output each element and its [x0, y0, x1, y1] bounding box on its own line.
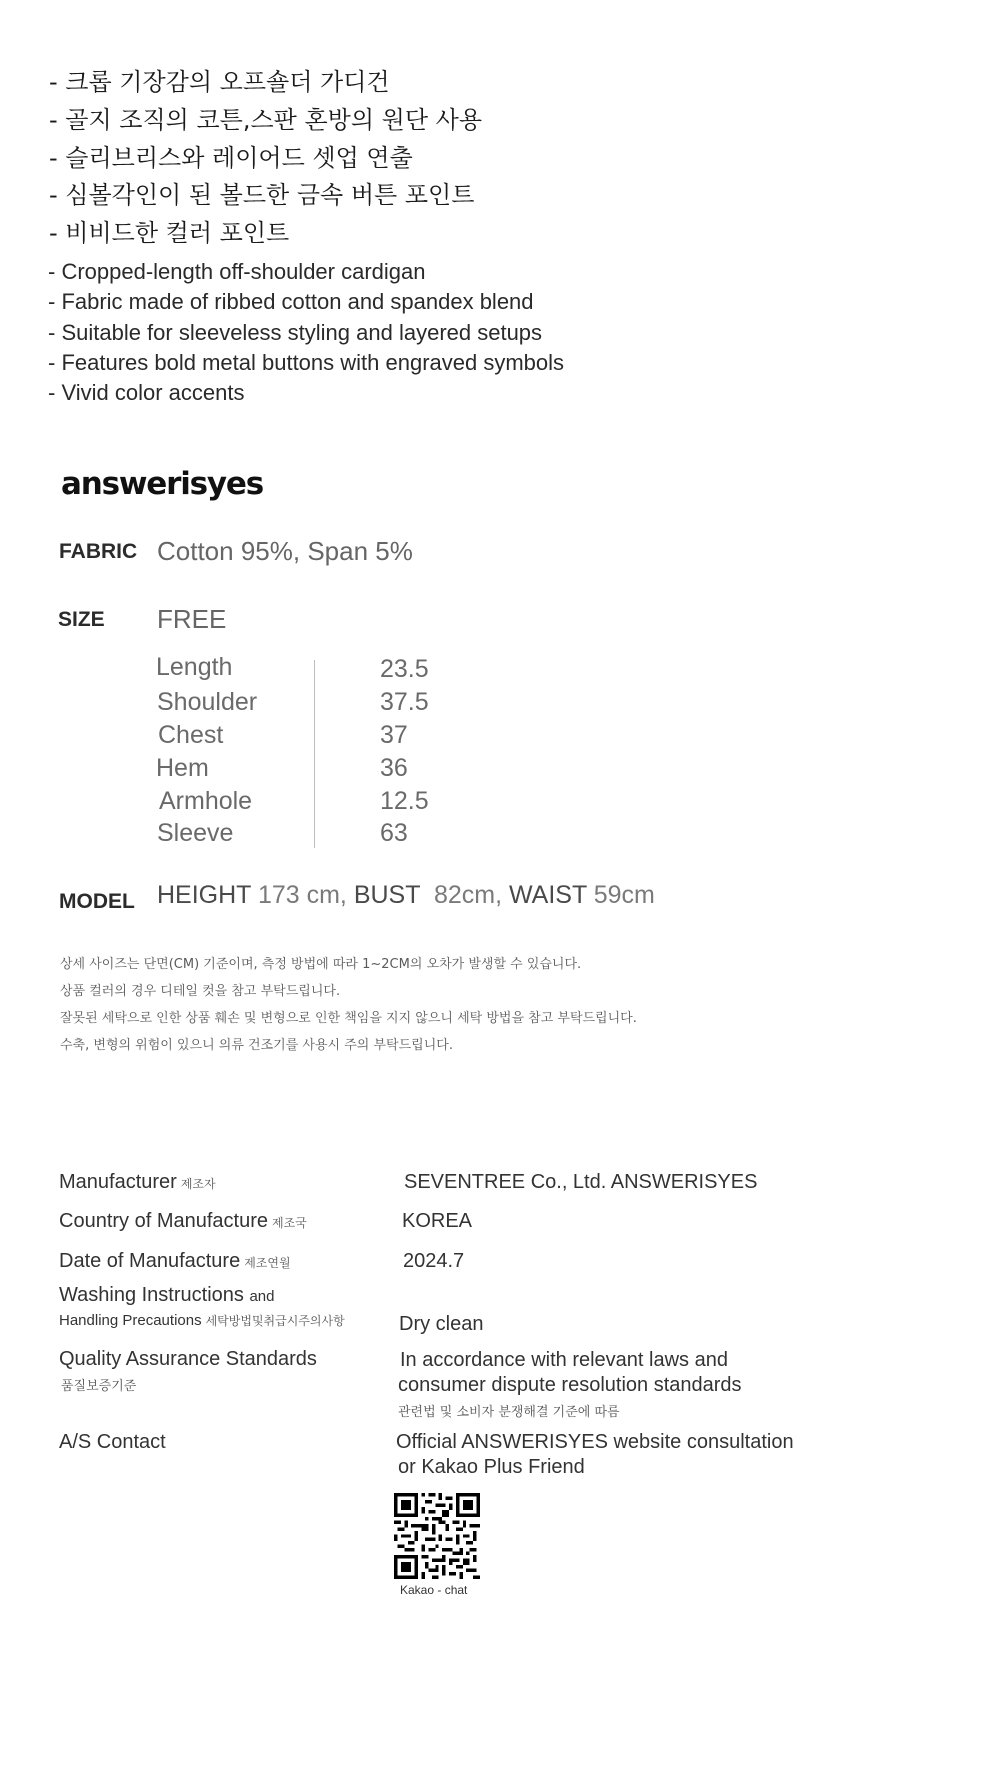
- korean-point: - 크롭 기장감의 오프숄더 가디건: [49, 68, 390, 96]
- date-sub: 제조연월: [244, 1256, 291, 1270]
- qr-caption: Kakao - chat: [400, 1583, 468, 1597]
- model-waist-key: WAIST: [508, 881, 587, 909]
- quality-value-line1: In accordance with relevant laws and: [400, 1349, 728, 1371]
- manufacturer-value: SEVENTREE Co., Ltd. ANSWERISYES: [404, 1171, 758, 1193]
- korean-point: - 슬리브리스와 레이어드 셋업 연출: [49, 144, 413, 172]
- english-point: - Features bold metal buttons with engraved symbols: [48, 350, 565, 375]
- date-value: 2024.7: [403, 1250, 465, 1272]
- washing-and: and: [249, 1288, 275, 1305]
- size-value: FREE: [157, 604, 227, 634]
- model-measurements: [157, 881, 655, 910]
- country-sub: 제조국: [272, 1216, 307, 1230]
- english-point: - Fabric made of ribbed cotton and spandex blend: [48, 289, 534, 314]
- quality-value-ko: 관련법 및 소비자 분쟁해결 기준에 따름: [398, 1405, 620, 1420]
- country-value: KOREA: [402, 1210, 473, 1232]
- as-label: A/S Contact: [59, 1431, 166, 1453]
- handling-label: Handling Precautions 세탁방법및취급시주의사항: [59, 1312, 345, 1329]
- model-height-value: 173 cm,: [251, 881, 354, 909]
- korean-point: - 비비드한 컬러 포인트: [49, 219, 290, 247]
- quality-sub: 품질보증기준: [61, 1379, 137, 1394]
- care-note: 수축, 변형의 위험이 있으니 의류 건조기를 사용시 주의 부탁드립니다.: [60, 1038, 453, 1053]
- date-label: Date of Manufacture 제조연월: [59, 1250, 291, 1272]
- english-point: - Cropped-length off-shoulder cardigan: [48, 259, 426, 284]
- measure-name: Shoulder: [157, 688, 258, 716]
- english-point: - Suitable for sleeveless styling and layered setups: [48, 320, 543, 345]
- brand-logo: answerisyes: [61, 466, 263, 502]
- quality-value-line2: consumer dispute resolution standards: [398, 1374, 742, 1396]
- measure-value: 36: [380, 754, 408, 782]
- measure-value: 37.5: [380, 688, 429, 716]
- fabric-value: Cotton 95%, Span 5%: [157, 536, 413, 566]
- washing-value: Dry clean: [399, 1313, 484, 1335]
- measure-name: Hem: [156, 754, 209, 782]
- measure-name: Sleeve: [157, 819, 234, 847]
- measure-name: Length: [156, 653, 233, 681]
- korean-point: - 골지 조직의 코튼,스판 혼방의 원단 사용: [49, 106, 483, 134]
- quality-label: Quality Assurance Standards: [59, 1348, 317, 1370]
- model-waist-value: 59cm: [586, 881, 655, 909]
- model-height-key: HEIGHT: [157, 881, 251, 909]
- washing-label: Washing Instructions and: [59, 1284, 275, 1306]
- english-point: - Vivid color accents: [48, 380, 245, 405]
- manufacturer-sub: 제조자: [180, 1177, 216, 1191]
- fabric-label: FABRIC: [59, 540, 138, 563]
- korean-point: - 심볼각인이 된 볼드한 금속 버튼 포인트: [49, 181, 475, 209]
- kakao-qr-code[interactable]: [394, 1493, 480, 1579]
- measure-value: 37: [380, 721, 408, 749]
- care-note: 상세 사이즈는 단면(CM) 기준이며, 측정 방법에 따라 1~2CM의 오차가 발생할 수 있습니다.: [60, 957, 582, 972]
- measure-value: 63: [380, 819, 408, 847]
- measure-value: 23.5: [380, 655, 429, 683]
- size-label: SIZE: [58, 608, 105, 631]
- care-note: 잘못된 세탁으로 인한 상품 훼손 및 변형으로 인한 책임을 지지 않으니 세탁 방법을 참고 부탁드립니다.: [60, 1011, 637, 1026]
- washing-sub: 세탁방법및취급시주의사항: [205, 1314, 345, 1328]
- as-value-line1: Official ANSWERISYES website consultation: [396, 1431, 794, 1453]
- model-bust-value: 82cm,: [420, 881, 509, 909]
- as-value-line2: or Kakao Plus Friend: [398, 1456, 585, 1478]
- care-note: 상품 컬러의 경우 디테일 컷을 참고 부탁드립니다.: [60, 984, 341, 999]
- size-table-divider: [314, 660, 315, 848]
- measure-name: Chest: [158, 721, 224, 749]
- country-label: Country of Manufacture 제조국: [59, 1210, 307, 1232]
- manufacturer-label: Manufacturer 제조자: [59, 1171, 216, 1193]
- model-label: MODEL: [59, 890, 135, 913]
- measure-name: Armhole: [159, 787, 253, 815]
- measure-value: 12.5: [380, 787, 429, 815]
- model-bust-key: BUST: [353, 881, 421, 909]
